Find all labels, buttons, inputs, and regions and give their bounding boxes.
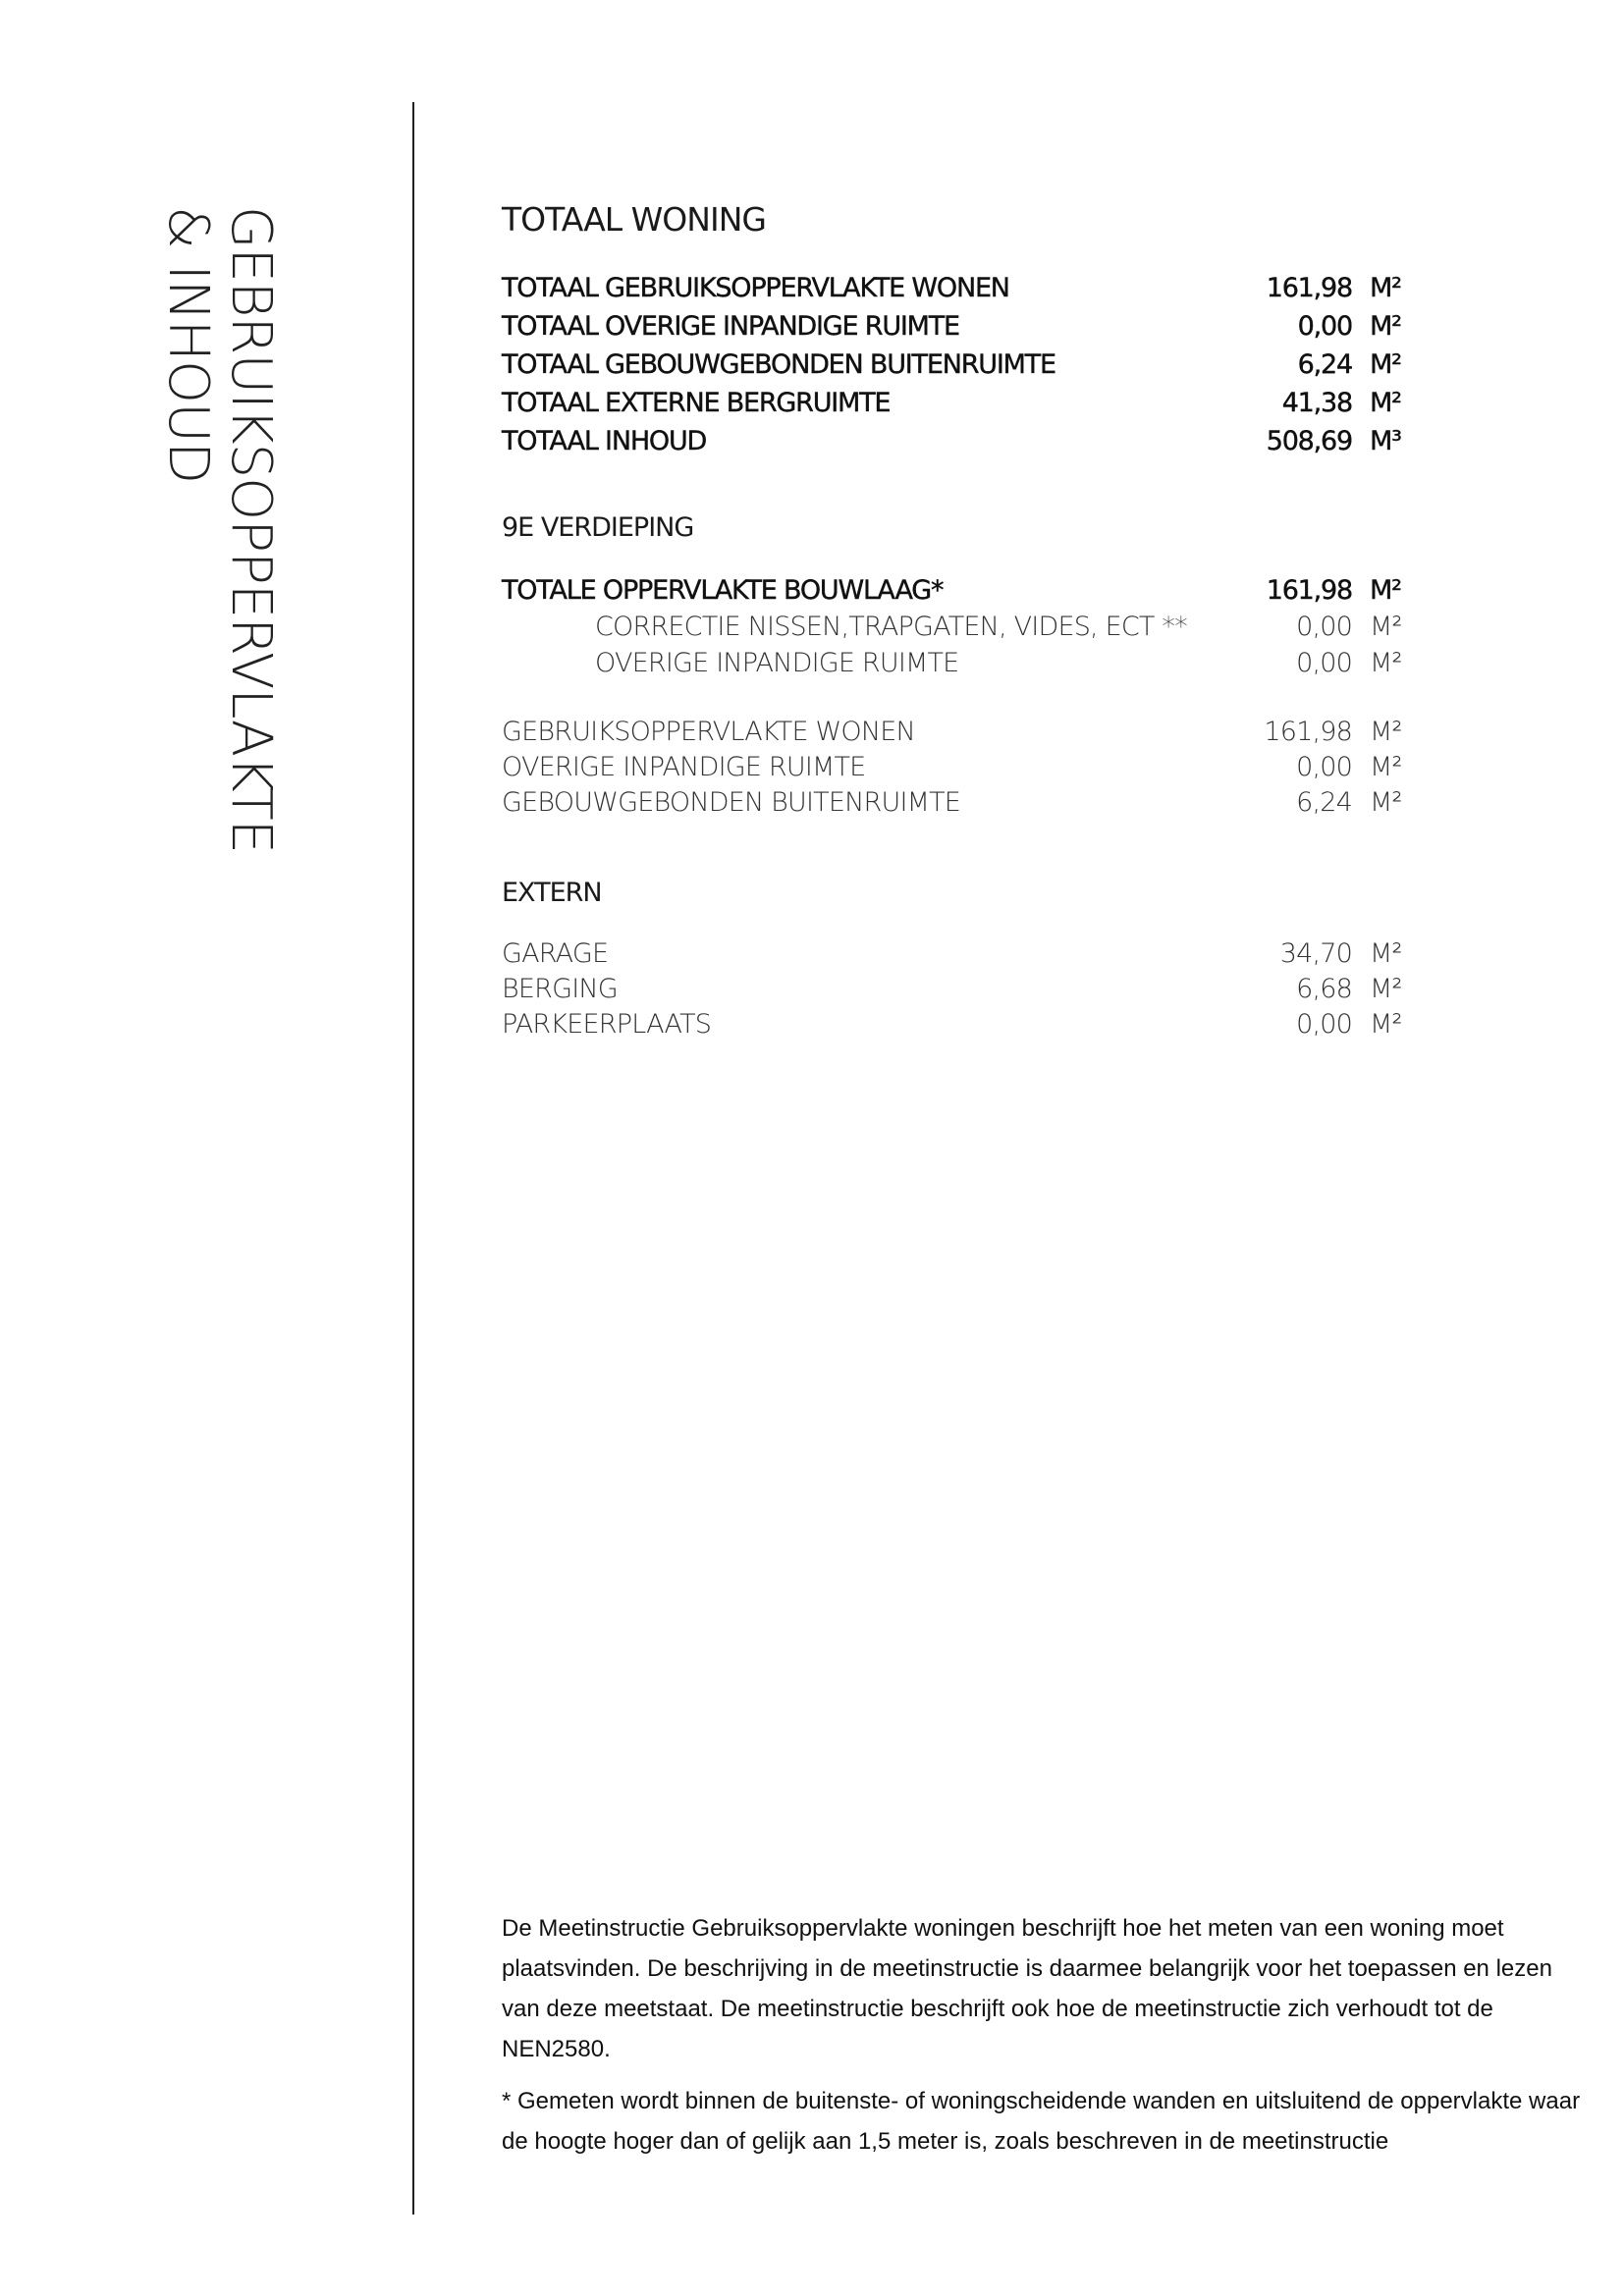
row-label: GEBOUWGEBONDEN BUITENRUIMTE: [502, 787, 961, 818]
row-unit: M²: [1370, 612, 1402, 642]
row-value: 0,00: [1296, 752, 1352, 782]
vertical-divider: [412, 102, 414, 2215]
side-title-line1: GEBRUIKSOPPERVLAKTE: [219, 206, 283, 854]
row-label: OVERIGE INPANDIGE RUIMTE: [502, 752, 866, 782]
row-unit: M²: [1370, 388, 1401, 418]
row-label: TOTAAL INHOUD: [502, 426, 707, 456]
row-value: 508,69: [1266, 426, 1352, 456]
row-label: TOTAAL EXTERNE BERGRUIMTE: [502, 388, 891, 418]
row-parkeerplaats: [502, 1009, 1405, 1044]
row-totaal-gebruiksoppervlakte: [502, 273, 1405, 308]
row-value: 161,98: [1264, 717, 1352, 747]
row-label: GARAGE: [502, 938, 609, 969]
side-title: [144, 206, 282, 1011]
row-label: CORRECTIE NISSEN,TRAPGATEN, VIDES, ECT **: [595, 612, 1187, 642]
note-gemeten: * Gemeten wordt binnen de buitenste- of woningscheidende wanden en uitsluitend de oppervlakte waar de hoogte hoger dan of gelijk aan 1,5 meter is, zoals beschreven in de meetinstructie: [502, 2088, 1581, 2155]
row-value: 161,98: [1266, 273, 1352, 303]
row-gebouwgebonden-buitenruimte: [502, 787, 1405, 823]
row-unit: M²: [1370, 974, 1402, 1004]
row-unit: M²: [1370, 717, 1402, 747]
row-label: TOTAAL OVERIGE INPANDIGE RUIMTE: [502, 311, 959, 342]
side-title-line2: & INHOUD: [156, 206, 220, 484]
heading-extern: EXTERN: [502, 878, 602, 908]
row-unit: M²: [1370, 1009, 1402, 1040]
row-label: PARKEERPLAATS: [502, 1009, 712, 1040]
row-label: GEBRUIKSOPPERVLAKTE WONEN: [502, 717, 915, 747]
row-berging: [502, 974, 1405, 1009]
row-label: TOTAAL GEBRUIKSOPPERVLAKTE WONEN: [502, 273, 1009, 303]
row-unit: M²: [1370, 787, 1402, 818]
row-unit: M²: [1370, 311, 1401, 342]
row-totaal-bergruimte: [502, 388, 1405, 423]
row-unit: M²: [1370, 938, 1402, 969]
row-value: 6,24: [1296, 787, 1352, 818]
row-value: 34,70: [1279, 938, 1352, 969]
row-label: TOTAAL GEBOUWGEBONDEN BUITENRUIMTE: [502, 349, 1056, 380]
row-value: 41,38: [1281, 388, 1352, 418]
row-value: 0,00: [1296, 612, 1352, 642]
row-totaal-overige: [502, 311, 1405, 347]
row-value: 6,24: [1297, 349, 1352, 380]
row-totaal-buitenruimte: [502, 349, 1405, 385]
row-label: TOTALE OPPERVLAKTE BOUWLAAG*: [502, 575, 944, 606]
row-overige-inpandig-sub: [502, 648, 1405, 683]
row-label: BERGING: [502, 974, 618, 1004]
row-gebruiksoppervlakte-wonen: [502, 717, 1405, 752]
row-label: OVERIGE INPANDIGE RUIMTE: [595, 648, 959, 678]
row-totaal-inhoud: [502, 426, 1405, 461]
row-value: 0,00: [1296, 1009, 1352, 1040]
row-value: 6,68: [1296, 974, 1352, 1004]
note-meetinstructie: De Meetinstructie Gebruiksoppervlakte woningen beschrijft hoe het meten van een woning moet plaatsvinden. De beschrijving in de meetinstructie is daarmee belangrijk voor het toepassen en lezen van deze meetstaat. De meetinstructie beschrijft ook hoe de meetinstructie zich verhoudt tot de NEN2580.: [502, 1915, 1552, 2062]
row-value: 0,00: [1297, 311, 1352, 342]
row-unit: M²: [1370, 575, 1401, 606]
row-value: 161,98: [1266, 575, 1352, 606]
row-totale-oppervlakte-bouwlaag: [502, 575, 1405, 611]
row-unit: M²: [1370, 648, 1402, 678]
row-value: 0,00: [1296, 648, 1352, 678]
footnotes: [502, 1908, 1582, 2173]
row-unit: M²: [1370, 752, 1402, 782]
row-overige-inpandige-ruimte: [502, 752, 1405, 787]
heading-totaal-woning: TOTAAL WONING: [502, 200, 766, 239]
heading-verdieping: 9E VERDIEPING: [502, 512, 694, 543]
row-garage: [502, 938, 1405, 974]
row-unit: M²: [1370, 349, 1401, 380]
row-unit: M²: [1370, 273, 1401, 303]
row-correctie: [502, 612, 1405, 647]
row-unit: M³: [1370, 426, 1401, 456]
